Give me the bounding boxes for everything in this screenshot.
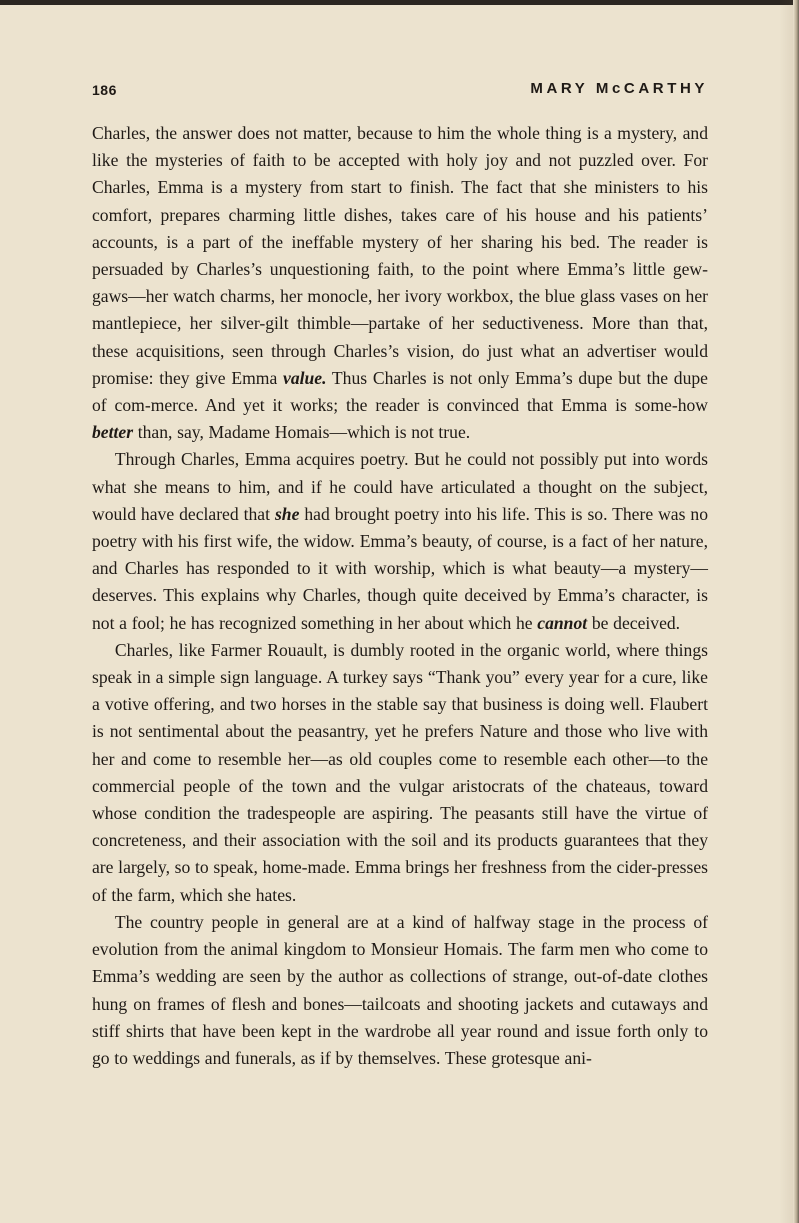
page-number: 186 [92, 82, 117, 98]
paragraph-1 [92, 120, 708, 446]
page-gutter-shadow [779, 0, 793, 1223]
paragraph-3 [92, 637, 708, 909]
page-top-edge [0, 0, 799, 5]
italic-segment: better [92, 422, 134, 443]
text-segment: Charles, the answer does not matter, because to him the whole thing is a mystery, and like the mysteries of faith to be accepted with holy joy and not puzzled over. For Charles, Emma is a mystery from start to finish. The fact that she ministers to his comfort, prepares charming little dishes, takes care of his house and his patients’ accounts, is a part of the ineffable mystery of her sharing his bed. The reader is persuaded by Charles’s unquestioning faith, to the point where Emma’s little gew-gaws—her watch charms, her monocle, her ivory workbox, the blue glass vases on her mantlepiece, her silver-gilt thimble—partake of her seductiveness. More than that, these acquisitions, seen through Charles’s vision, do just what an advertiser would promise: they give Emma [92, 123, 708, 388]
page-right-edge [793, 0, 799, 1223]
text-segment: Charles, like Farmer Rouault, is dumbly rooted in the organic world, where things speak in a simple sign language. A turkey says “Thank you” every year for a cure, like a votive offering, and two horses in the stable say that business is doing well. Flaubert is not sentimental about the peasantry, yet he prefers Nature and those who live with her and come to resemble her—as old couples come to resemble each other—to the commercial people of the town and the vulgar aristocrats of the chateaus, toward whose condition the tradespeople are aspiring. The peasants still have the virtue of concreteness, and their association with the soil and its products guarantees that they are largely, so to speak, home-made. Emma brings her freshness from the cider-presses of the farm, which she hates. [92, 639, 708, 905]
text-segment: Thus Charles is not only Emma’s dupe but the dupe of com-merce. And yet it works; the reader is convinced that Emma is some-how [92, 367, 708, 416]
book-page [92, 78, 708, 1072]
running-head-author: MARY McCARTHY [530, 80, 708, 97]
paragraph-2 [92, 446, 708, 636]
running-head [92, 78, 708, 104]
text-segment: The country people in general are at a kind of halfway stage in the process of evolution from the animal kingdom to Monsieur Homais. The farm men who come to Emma’s wedding are seen by the author as collections of strange, out-of-date clothes hung on frames of flesh and bones—tailcoats and shooting jackets and cutaways and stiff shirts that have been kept in the wardrobe all year round and issue forth only to go to weddings and funerals, as if by themselves. These grotesque ani- [92, 911, 708, 1068]
text-segment: be deceived. [587, 612, 681, 633]
italic-segment: value. [283, 367, 327, 388]
text-segment: than, say, Madame Homais—which is not true. [133, 422, 471, 443]
italic-segment: she [274, 503, 300, 524]
body-text [92, 120, 708, 1072]
text-segment: had brought poetry into his life. This is so. There was no poetry with his first wife, the widow. Emma’s beauty, of course, is a fact of her nature, and Charles has responded to it with worship, which is what beauty—a mystery—deserves. This explains why Charles, though quite deceived by Emma’s character, is not a fool; he has recognized something in her about which he [92, 503, 708, 633]
italic-segment: cannot [537, 612, 588, 633]
text-segment: Through Charles, Emma acquires poetry. But he could not possibly put into words what she means to him, and if he could have articulated a thought on the subject, would have declared that [92, 449, 708, 524]
paragraph-4 [92, 909, 708, 1072]
